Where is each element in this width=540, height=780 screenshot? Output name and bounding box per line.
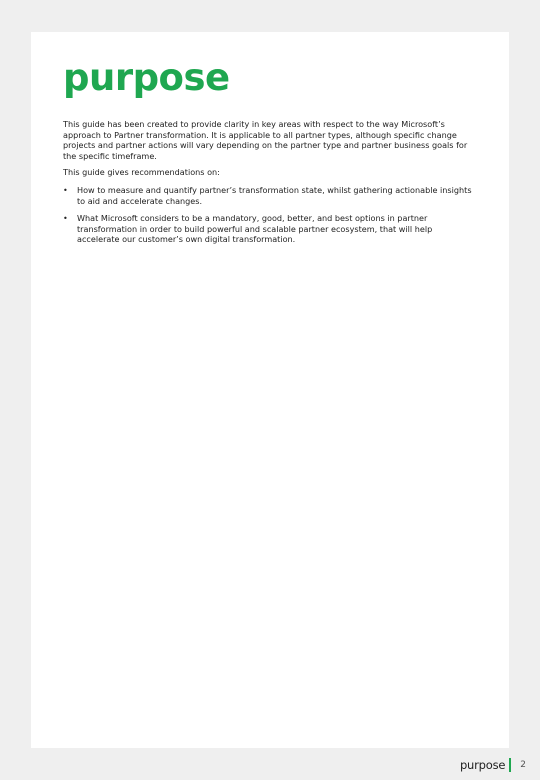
document-page [31,32,509,748]
bullet-icon: • [63,184,68,195]
bullet-icon: • [63,213,68,224]
page-footer [460,757,526,773]
page-content [63,119,475,252]
page-number: 2 [520,760,526,770]
list-item-text: What Microsoft considers to be a mandatory, good, better, and best options in partner transformation in order to build powerful and scalable partner ecosystem, that will help accelerate our customer’s own digital transformation. [77,213,433,245]
footer-divider [509,758,511,772]
list-item-text: How to measure and quantify partner’s transformation state, whilst gathering actionable insights to aid and accelerate changes. [77,184,472,206]
footer-section-label: purpose [459,758,506,772]
list-item [63,185,475,206]
page-title: purpose [63,56,230,99]
intro-paragraph: This guide has been created to provide clarity in key areas with respect to the way Microsoft’s approach to Partner transformation. It is applicable to all partner types, although specific change projects and partner actions will vary depending on the partner type and partner business goals for the specific timeframe. [63,119,468,161]
list-item [63,213,475,245]
recommendations-list [63,185,475,245]
recommendations-lead-in: This guide gives recommendations on: [63,167,220,178]
